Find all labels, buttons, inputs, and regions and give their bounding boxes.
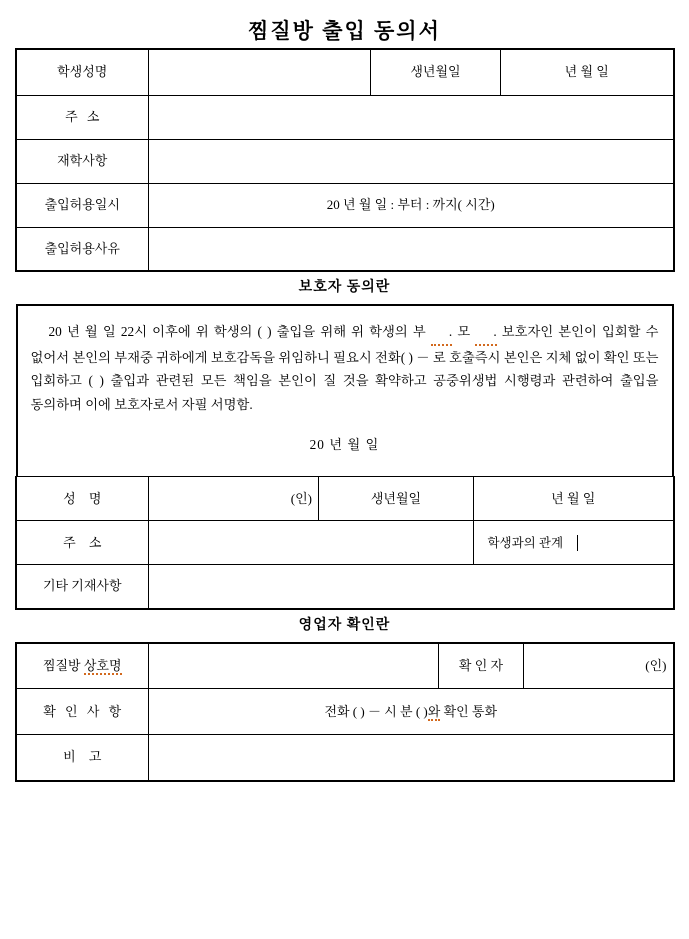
confirmer-seal[interactable]: (인) <box>524 643 674 689</box>
table-row <box>16 643 674 689</box>
student-name-label: 학생성명 <box>16 49 149 95</box>
entry-datetime-value[interactable]: 20 년 월 일 : 부터 : 까지( 시간) <box>149 183 674 227</box>
table-row <box>16 95 674 139</box>
consent-text-part2: 모 <box>452 324 476 339</box>
guardian-name-seal[interactable]: (인) <box>149 477 319 521</box>
guardian-other-notes-label: 기타 기재사항 <box>16 565 149 609</box>
table-row <box>16 565 674 609</box>
confirmation-text-part1: 전화 ( ) － 시 분 ( ) <box>324 703 428 719</box>
consent-text-part1: 20 년 월 일 22시 이후에 위 학생의 ( ) 출입을 위해 위 학생의 부 <box>48 324 431 339</box>
student-birthdate-label: 생년월일 <box>371 49 501 95</box>
confirmation-details-value[interactable] <box>149 689 674 735</box>
table-row <box>16 49 674 95</box>
guardian-info-table <box>15 476 675 610</box>
confirmation-text-spellchecked: 와 <box>427 703 441 719</box>
guardian-consent-paragraph <box>31 320 659 416</box>
table-row <box>16 139 674 183</box>
page-title: 찜질방 출입 동의서 <box>248 19 441 43</box>
venue-label-prefix: 찜질방 <box>42 657 84 673</box>
spellcheck-dot-2: . <box>475 320 496 346</box>
guardian-name-label: 성 명 <box>16 477 149 521</box>
confirmation-text-part2: 확인 통화 <box>440 703 498 719</box>
operator-info-table <box>15 642 675 782</box>
table-row <box>16 689 674 735</box>
student-enrollment-label: 재학사항 <box>16 139 149 183</box>
remarks-value[interactable] <box>149 735 674 781</box>
table-row <box>16 521 674 565</box>
student-name-value[interactable] <box>149 49 371 95</box>
guardian-relation-cell <box>474 521 674 565</box>
student-enrollment-value[interactable] <box>149 139 674 183</box>
remarks-label: 비 고 <box>16 735 149 781</box>
student-address-label: 주 소 <box>16 95 149 139</box>
guardian-relation-label: 학생과의 관계 <box>474 535 577 551</box>
consent-text-part3: 보호자인 본인이 입회할 수 없어서 본인의 부재중 귀하에게 보호감독을 위임하니 필요시 전화( ) － 로 호출즉시 본인은 지체 없이 확인 또는 입회하고 ( ) 출입과 관련된 모든 책임을 본인이 질 것을 확약하고 공중위생법 시행령과 관련하여 출입을 동의하며 이에 보호자로서 자필 서명함. <box>30 324 659 412</box>
guardian-address-value[interactable] <box>149 521 474 565</box>
guardian-signature-date[interactable]: 20 년 월 일 <box>309 437 380 452</box>
entry-reason-label: 출입허용사유 <box>16 227 149 271</box>
student-birthdate-value[interactable]: 년 월 일 <box>501 49 674 95</box>
student-address-value[interactable] <box>149 95 674 139</box>
entry-reason-value[interactable] <box>149 227 674 271</box>
venue-label-spellchecked: 상호명 <box>83 657 122 673</box>
guardian-other-notes-value[interactable] <box>149 565 674 609</box>
guardian-consent-heading: 보호자 동의란 <box>298 280 391 295</box>
entry-datetime-label: 출입허용일시 <box>16 183 149 227</box>
confirmer-label: 확 인 자 <box>439 643 524 689</box>
confirmation-details-label: 확 인 사 항 <box>16 689 149 735</box>
operator-confirmation-heading: 영업자 확인란 <box>298 617 391 633</box>
spellcheck-dot-1: . <box>431 320 452 346</box>
table-row <box>16 227 674 271</box>
venue-business-name-label <box>16 643 149 689</box>
guardian-consent-box <box>16 304 674 476</box>
guardian-relation-value[interactable] <box>577 535 673 551</box>
guardian-address-label: 주 소 <box>16 521 149 565</box>
table-row <box>16 477 674 521</box>
student-info-table <box>15 48 675 272</box>
table-row <box>16 183 674 227</box>
guardian-birthdate-value[interactable]: 년 월 일 <box>474 477 674 521</box>
guardian-birthdate-label: 생년월일 <box>319 477 474 521</box>
table-row <box>16 735 674 781</box>
venue-business-name-value[interactable] <box>149 643 439 689</box>
